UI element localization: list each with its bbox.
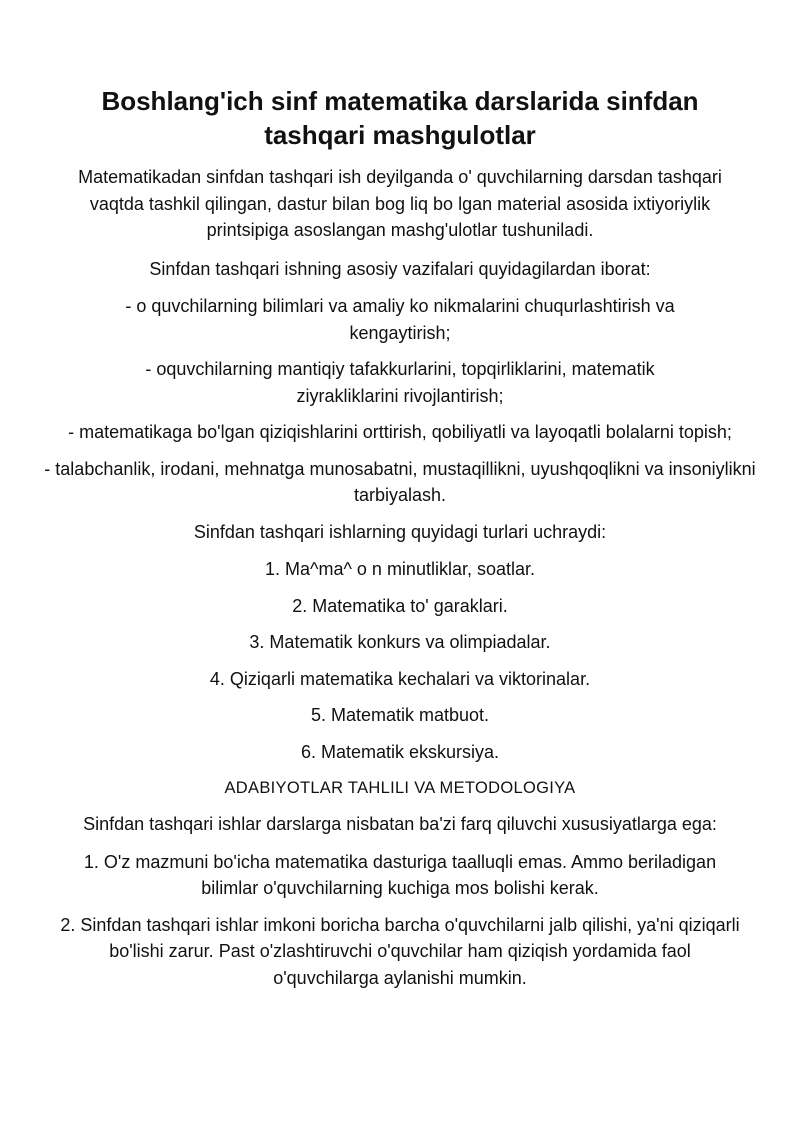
types-intro: Sinfdan tashqari ishlarning quyidagi turlari uchraydi: bbox=[193, 521, 607, 542]
tasks-intro: Sinfdan tashqari ishning asosiy vazifalari quyidagilardan iborat: bbox=[149, 258, 651, 279]
section-heading: ADABIYOTLAR TAHLILI VA METODOLOGIYA bbox=[224, 779, 576, 797]
type-item: 1. Ma^ma^ o n minutliklar, soatlar. bbox=[265, 559, 535, 579]
type-item: 3. Matematik konkurs va olimpiadalar. bbox=[249, 632, 551, 652]
task-item: - oquvchilarning mantiqiy tafakkurlarini, topqirliklarini, matematik ziyrakliklarini rivojlantirish; bbox=[145, 359, 655, 406]
intro-paragraph: Matematikadan sinfdan tashqari ish deyilganda o' quvchilarning darsdan tashqari vaqtda tashkil qilingan, dastur bilan bog liq bo lgan material asosida ixtiyoriylik printsipiga asoslangan mashg'ulotlar tushuniladi. bbox=[78, 167, 722, 240]
type-item: 2. Matematika to' garaklari. bbox=[292, 595, 508, 616]
type-item: 6. Matematik ekskursiya. bbox=[300, 741, 500, 762]
task-item: - matematikaga bo'lgan qiziqishlarini orttirish, qobiliyatli va layoqatli bolalarni topish; bbox=[68, 422, 732, 442]
document-title: Boshlang'ich sinf matematika darslarida sinfdan tashqari mashgulotlar bbox=[101, 86, 699, 150]
task-item: - talabchanlik, irodani, mehnatga munosabatni, mustaqillikni, uyushqoqlikni va insoniylikni tarbiyalash. bbox=[44, 458, 756, 505]
feature-item: 2. Sinfdan tashqari ishlar imkoni boricha barcha o'quvchilarni jalb qilishi, ya'ni qiziqarli bo'lishi zarur. Past o'zlashtiruvchi o'quvchilar ham qiziqish yordamida faol o'quvchilarga aylanishi mumkin. bbox=[60, 914, 740, 988]
type-item: 4. Qiziqarli matematika kechalari va viktorinalar. bbox=[209, 668, 591, 689]
document-page bbox=[40, 84, 760, 1001]
feature-item: 1. O'z mazmuni bo'icha matematika dasturiga taalluqli emas. Ammo beriladigan bilimlar o'quvchilarning kuchiga mos bolishi kerak. bbox=[83, 851, 717, 898]
task-item: - o quvchilarning bilimlari va amaliy ko nikmalarini chuqurlashtirish va kengaytirish; bbox=[125, 296, 675, 343]
features-intro: Sinfdan tashqari ishlar darslarga nisbatan ba'zi farq qiluvchi xususiyatlarga ega: bbox=[83, 814, 717, 834]
type-item: 5. Matematik matbuot. bbox=[310, 705, 490, 725]
